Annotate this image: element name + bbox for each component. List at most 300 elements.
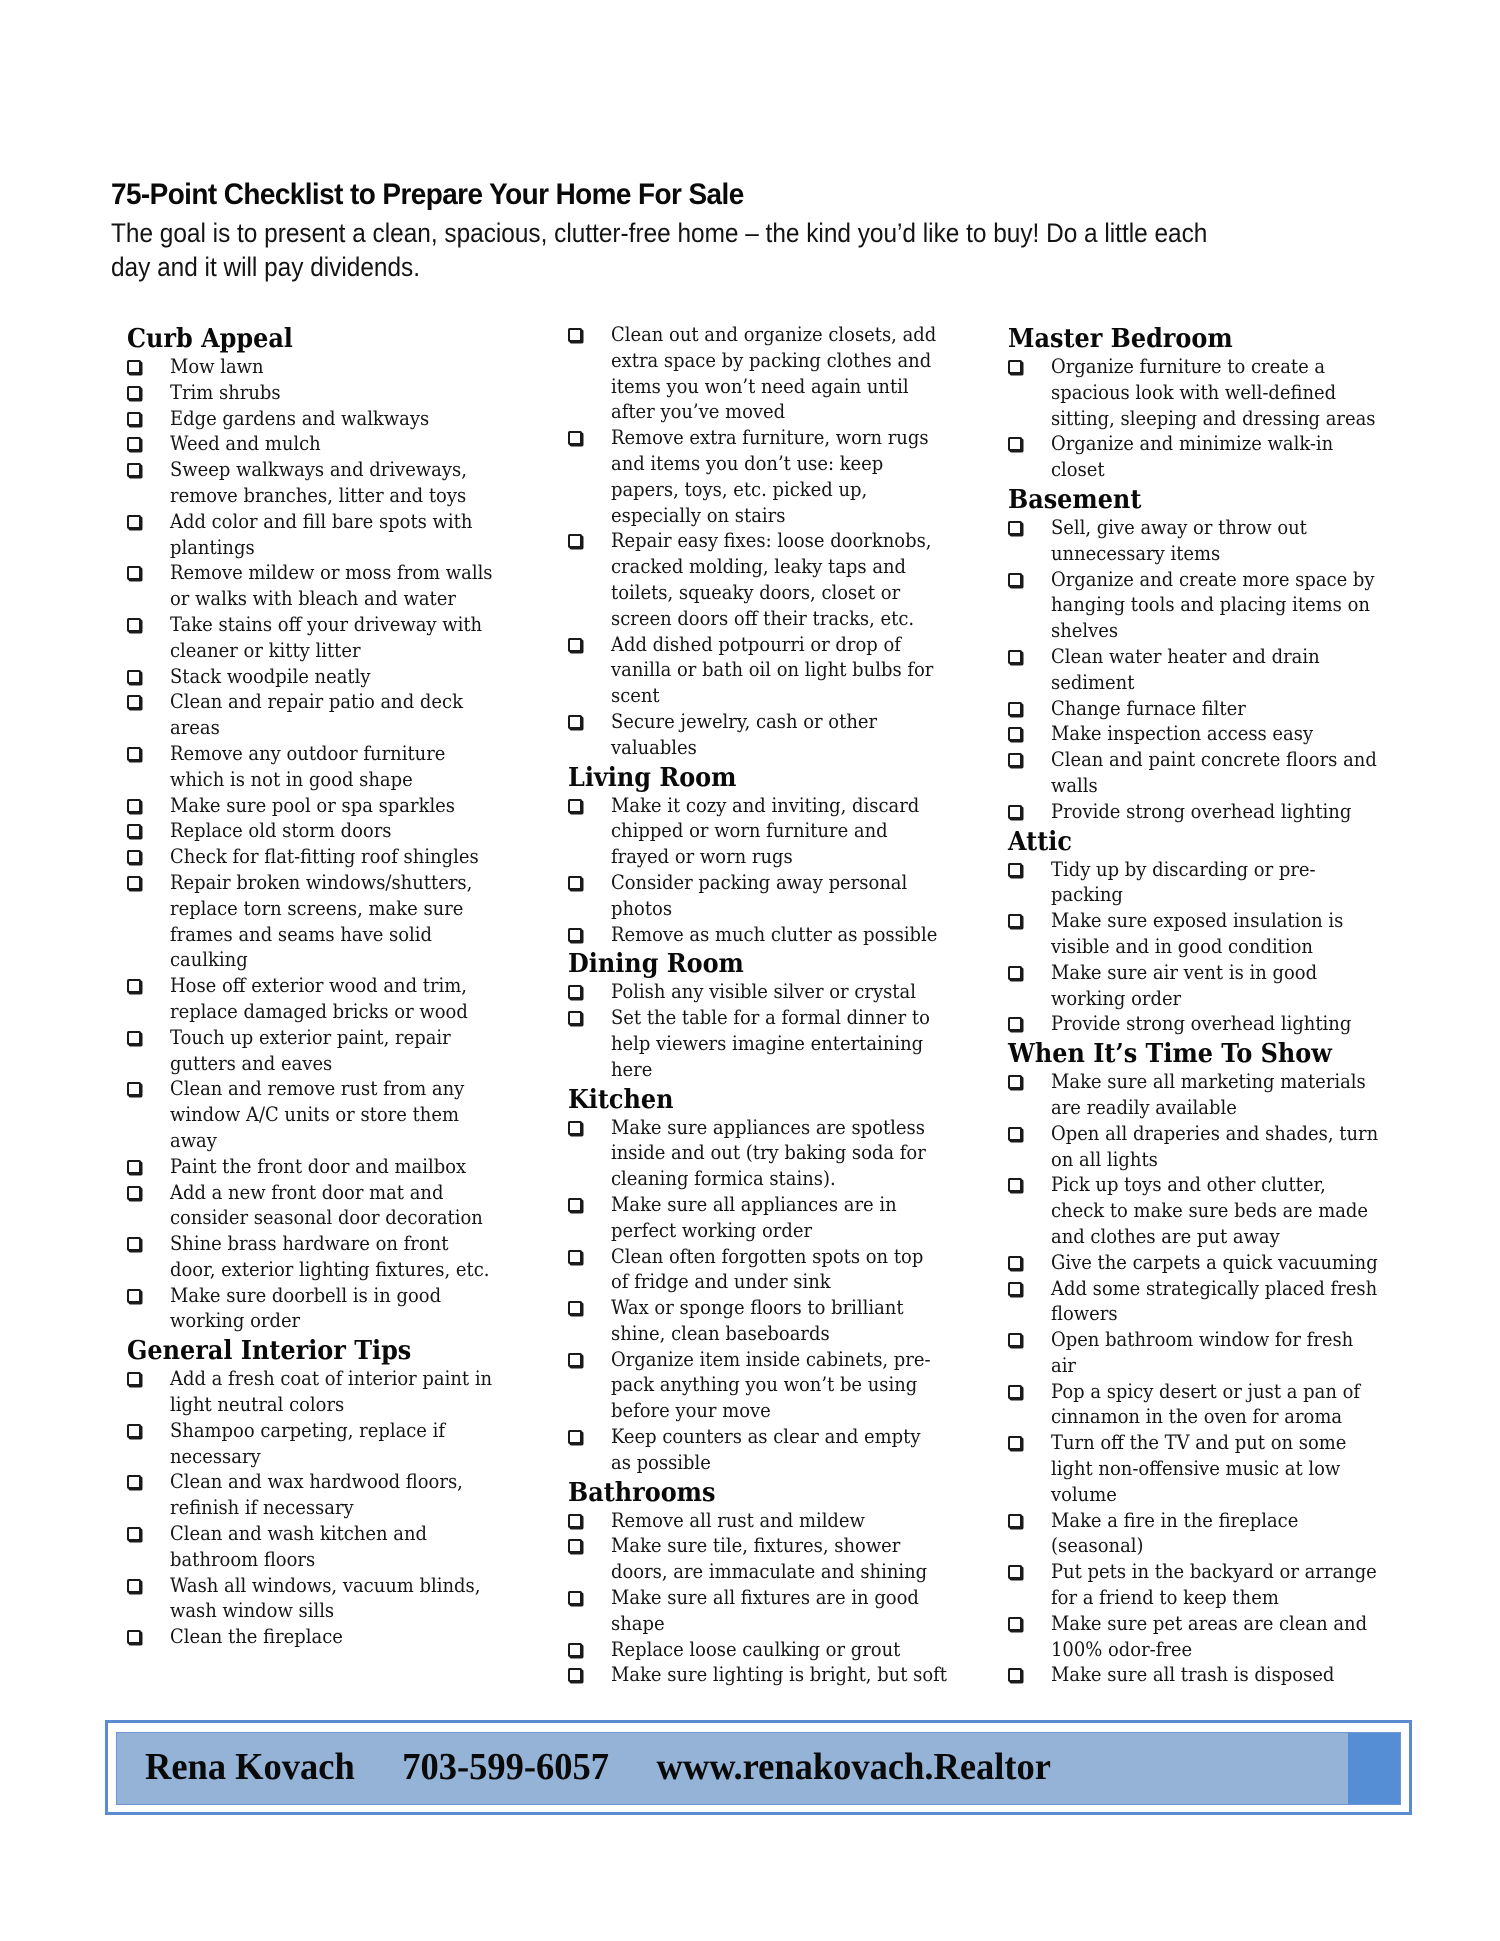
checkbox-icon[interactable] (568, 876, 582, 890)
checkbox-icon[interactable] (1008, 1565, 1022, 1579)
checklist-item[interactable] (127, 870, 547, 973)
checklist-item[interactable] (127, 1521, 547, 1573)
checkbox-icon[interactable] (127, 850, 141, 864)
checklist-item-label (611, 1115, 926, 1192)
checkbox-icon[interactable] (1008, 1385, 1022, 1399)
checklist-item-line: 100% odor-free (1051, 1637, 1193, 1661)
checklist-item-label (1051, 799, 1351, 825)
checkbox-icon[interactable] (568, 1011, 582, 1025)
checklist-item-line: Pick up toys and other clutter, (1051, 1173, 1326, 1197)
checklist-item[interactable] (127, 818, 547, 844)
checkbox-icon[interactable] (568, 1539, 582, 1553)
checkbox-icon[interactable] (568, 1591, 582, 1605)
checklist-item-label (611, 709, 877, 761)
checklist-item[interactable] (1008, 1276, 1428, 1328)
checklist-item[interactable] (127, 1469, 547, 1521)
checklist-item-line: extra space by packing clothes and (611, 348, 932, 372)
section-kitchen (568, 1083, 988, 1476)
checklist-item-label (170, 973, 468, 1025)
checklist-item-line: before your move (611, 1399, 771, 1423)
section-heading: Attic (1008, 826, 1072, 857)
checklist-item-line: Touch up exterior paint, repair (170, 1025, 451, 1049)
checklist-item[interactable] (1008, 1611, 1428, 1663)
checklist-item-line: items you won’t need again until (611, 374, 909, 398)
checkbox-icon[interactable] (1008, 650, 1022, 664)
checklist-item[interactable] (1008, 696, 1428, 722)
checklist-item[interactable] (1008, 1069, 1428, 1121)
checklist-item-line: Remove mildew or moss from walls (170, 561, 493, 585)
checklist-item-label (1051, 1276, 1377, 1328)
checklist-item-line: Sell, give away or throw out (1051, 515, 1307, 539)
checklist-item[interactable] (568, 1533, 988, 1585)
checklist-item[interactable] (1008, 960, 1428, 1012)
checkbox-icon[interactable] (127, 747, 141, 761)
checklist-item[interactable] (1008, 515, 1428, 567)
checklist-item[interactable] (1008, 1662, 1428, 1688)
section-heading: Living Room (568, 762, 737, 793)
checklist-item-line: Replace old storm doors (170, 819, 392, 843)
checklist-item-line: cinnamon in the oven for aroma (1051, 1405, 1343, 1429)
checkbox-icon[interactable] (127, 386, 141, 400)
checklist-item[interactable] (127, 1418, 547, 1470)
checkbox-icon[interactable] (127, 463, 141, 477)
checkbox-icon[interactable] (127, 412, 141, 426)
section-heading: Basement (1008, 484, 1142, 515)
checkbox-icon[interactable] (1008, 1075, 1022, 1089)
checklist-item[interactable] (127, 664, 547, 690)
checkbox-icon[interactable] (127, 1160, 141, 1174)
checkbox-icon[interactable] (1008, 914, 1022, 928)
checkbox-icon[interactable] (1008, 573, 1022, 587)
agent-website-link[interactable]: www.renakovach.Realtor (656, 1746, 1051, 1788)
checklist-item-line: door, exterior lighting fixtures, etc. (170, 1257, 490, 1281)
checklist-item[interactable] (568, 1192, 988, 1244)
checklist-item-line: Organize furniture to create a (1051, 355, 1326, 378)
checklist-item-label (170, 741, 445, 793)
checklist-item[interactable] (1008, 799, 1428, 825)
checklist-item-line: Open bathroom window for fresh (1051, 1328, 1354, 1352)
checklist-item[interactable] (568, 870, 988, 922)
checklist-item-line: Make sure all marketing materials (1051, 1070, 1366, 1094)
checklist-item[interactable] (568, 322, 988, 425)
checkbox-icon[interactable] (1008, 437, 1022, 451)
checkbox-icon[interactable] (127, 670, 141, 684)
checklist-item-line: Make sure air vent is in good (1051, 960, 1318, 984)
checkbox-icon[interactable] (127, 437, 141, 451)
checklist-item-line: Add a fresh coat of interior paint in (170, 1367, 493, 1391)
checklist-item-label (611, 979, 916, 1005)
checklist-item[interactable] (1008, 908, 1428, 960)
checklist-item[interactable] (127, 793, 547, 819)
checklist-item-line: Add a new front door mat and (170, 1180, 444, 1204)
checklist-item-line: visible and in good condition (1051, 934, 1313, 958)
checkbox-icon[interactable] (568, 534, 582, 548)
checklist-item[interactable] (127, 1573, 547, 1625)
checkbox-icon[interactable] (127, 1630, 141, 1644)
checklist-item[interactable] (1008, 1121, 1428, 1173)
section-basement (1008, 483, 1428, 825)
section-continued (568, 322, 988, 761)
checklist-item-line: Stack woodpile neatly (170, 664, 371, 688)
checkbox-icon[interactable] (568, 1430, 582, 1444)
checkbox-icon[interactable] (568, 1668, 582, 1682)
checklist-item[interactable] (568, 1637, 988, 1663)
checklist-item[interactable] (1008, 857, 1428, 909)
checklist-item-line: Provide strong overhead lighting (1051, 799, 1352, 823)
checklist-item[interactable] (127, 431, 547, 457)
checklist-item[interactable] (568, 1244, 988, 1296)
checklist-item-line: Hose off exterior wood and trim, (170, 974, 468, 998)
checklist-item-line: Sweep walkways and driveways, (170, 458, 467, 482)
checklist-item-label (170, 612, 482, 664)
section-dining-room (568, 947, 988, 1082)
checklist-item[interactable] (127, 844, 547, 870)
checklist-item-label (611, 1662, 947, 1688)
checklist-item-label (611, 870, 907, 922)
checklist-item-line: Pop a spicy desert or just a pan of (1051, 1379, 1361, 1403)
checklist-item-label (611, 1585, 919, 1637)
checklist-item-line: valuables (611, 735, 697, 759)
checklist-item-line: Wash all windows, vacuum blinds, (170, 1573, 481, 1597)
checkbox-icon[interactable] (568, 985, 582, 999)
section-general-interior-tips (127, 1334, 547, 1650)
checklist-item[interactable] (127, 354, 547, 380)
contact-banner (105, 1720, 1412, 1815)
checklist-item-line: Clean and paint concrete floors and (1051, 748, 1377, 772)
checklist-item[interactable] (568, 1424, 988, 1476)
checklist-item-line: shelves (1051, 619, 1119, 643)
checklist-item-label (1051, 431, 1333, 483)
checklist-item[interactable] (568, 1508, 988, 1534)
checkbox-icon[interactable] (1008, 1668, 1022, 1682)
checklist-item-line: Make sure pool or spa sparkles (170, 793, 456, 817)
checklist-item-line: papers, toys, etc. picked up, (611, 477, 868, 501)
checklist-item-line: light neutral colors (170, 1393, 345, 1417)
checkbox-icon[interactable] (1008, 1514, 1022, 1528)
checkbox-icon[interactable] (127, 515, 141, 529)
checklist-item[interactable] (127, 689, 547, 741)
checkbox-icon[interactable] (568, 799, 582, 813)
checkbox-icon[interactable] (568, 1121, 582, 1135)
checklist-item-line: Make sure appliances are spotless (611, 1115, 925, 1139)
checkbox-icon[interactable] (568, 328, 582, 342)
checklist-item[interactable] (568, 1115, 988, 1192)
checklist-item[interactable] (127, 1231, 547, 1283)
checkbox-icon[interactable] (1008, 702, 1022, 716)
agent-phone[interactable]: 703-599-6057 (402, 1746, 609, 1788)
checklist-item-line: Repair broken windows/shutters, (170, 870, 473, 894)
checklist-item-label (611, 1508, 865, 1534)
checkbox-icon[interactable] (127, 1186, 141, 1200)
checklist-item[interactable] (568, 1005, 988, 1082)
checklist-item-line: Clean and wash kitchen and (170, 1522, 428, 1546)
checklist-item-line: scent (611, 684, 660, 708)
checklist-item-line: caulking (170, 948, 248, 972)
checkbox-icon[interactable] (127, 1082, 141, 1096)
checklist-item[interactable] (1008, 1327, 1428, 1379)
checklist-item-line: shine, clean baseboards (611, 1321, 830, 1345)
checklist-item-line: Trim shrubs (170, 380, 281, 404)
checklist-item-line: Provide strong overhead lighting (1051, 1012, 1352, 1036)
checklist-item[interactable] (127, 1283, 547, 1335)
checklist-item-line: Make sure pet areas are clean and (1051, 1611, 1368, 1635)
checklist-item-line: Edge gardens and walkways (170, 406, 430, 430)
checklist-item-line: Make sure tile, fixtures, shower (611, 1534, 901, 1558)
checkbox-icon[interactable] (127, 1475, 141, 1489)
checklist-item[interactable] (568, 709, 988, 761)
checkbox-icon[interactable] (1008, 1127, 1022, 1141)
checklist-item-line: spacious look with well-defined (1051, 380, 1337, 404)
checkbox-icon[interactable] (127, 695, 141, 709)
checklist-item-label (170, 689, 463, 741)
checklist-item-line: unnecessary items (1051, 541, 1221, 565)
checkbox-icon[interactable] (568, 715, 582, 729)
checklist-item[interactable] (568, 528, 988, 631)
checkbox-icon[interactable] (127, 1527, 141, 1541)
checklist-item-line: Open all draperies and shades, turn (1051, 1121, 1379, 1145)
checklist-item-label (170, 870, 472, 973)
intro-text (111, 216, 1325, 284)
checklist-item-label (611, 425, 929, 528)
checkbox-icon[interactable] (1008, 360, 1022, 374)
checklist-item[interactable] (127, 509, 547, 561)
checklist-item-line: frames and seams have solid (170, 922, 432, 946)
checkbox-icon[interactable] (1008, 1017, 1022, 1031)
checklist-item[interactable] (127, 457, 547, 509)
checklist-item-line: Give the carpets a quick vacuuming (1051, 1250, 1378, 1274)
section-heading: Curb Appeal (127, 324, 293, 354)
checklist-item-line: on all lights (1051, 1147, 1158, 1171)
checklist-item[interactable] (1008, 1508, 1428, 1560)
checkbox-icon[interactable] (1008, 521, 1022, 535)
checklist-item-line: bathroom floors (170, 1547, 316, 1571)
checklist-item-line: Put pets in the backyard or arrange (1051, 1560, 1377, 1584)
section-heading: Kitchen (568, 1084, 674, 1115)
checklist-item[interactable] (127, 1624, 547, 1650)
checklist-item-label (611, 1005, 930, 1082)
checkbox-icon[interactable] (127, 979, 141, 993)
checklist-item-line: Remove any outdoor furniture (170, 741, 446, 765)
checklist-item-label (1051, 908, 1343, 960)
checklist-item[interactable] (568, 1662, 988, 1688)
checklist-item-line: cleaning formica stains). (611, 1167, 836, 1191)
checklist-item[interactable] (568, 922, 988, 948)
checklist-item[interactable] (127, 612, 547, 664)
checklist-item-line: wash window sills (170, 1599, 335, 1623)
checklist-item-label (1051, 1430, 1346, 1507)
checklist-item-line: Shampoo carpeting, replace if (170, 1418, 446, 1442)
checkbox-icon[interactable] (1008, 1178, 1022, 1192)
checklist-item-line: Organize and create more space by (1051, 567, 1375, 591)
checklist-item-label (170, 818, 392, 844)
checklist-item[interactable] (1008, 1172, 1428, 1249)
checklist-item-line: gutters and eaves (170, 1051, 333, 1075)
section-curb-appeal (127, 322, 547, 1334)
checklist-item-line: help viewers imagine entertaining (611, 1031, 924, 1055)
checkbox-icon[interactable] (127, 1579, 141, 1593)
checklist-item-label (1051, 1011, 1351, 1037)
checklist-item-label (1051, 960, 1317, 1012)
checklist-item[interactable] (1008, 721, 1428, 747)
checklist-item-line: Clean water heater and drain (1051, 644, 1320, 668)
checklist-item-label (611, 1637, 900, 1663)
checklist-column-right (1008, 322, 1428, 1688)
checkbox-icon[interactable] (568, 1514, 582, 1528)
checklist-item[interactable] (1008, 1559, 1428, 1611)
section-heading: Bathrooms (568, 1477, 716, 1508)
checklist-item-label (1051, 354, 1375, 431)
checklist-item-line: Polish any visible silver or crystal (611, 980, 916, 1004)
checklist-item[interactable] (1008, 567, 1428, 644)
checkbox-icon[interactable] (127, 1031, 141, 1045)
checkbox-icon[interactable] (127, 876, 141, 890)
checklist-item[interactable] (127, 741, 547, 793)
checklist-item-line: Shine brass hardware on front (170, 1232, 449, 1256)
checklist-item-label (1051, 1250, 1378, 1276)
checkbox-icon[interactable] (568, 928, 582, 942)
checkbox-icon[interactable] (127, 1424, 141, 1438)
checklist-item-label (1051, 721, 1313, 747)
checklist-item[interactable] (127, 973, 547, 1025)
checklist-item[interactable] (1008, 431, 1428, 483)
checklist-item-label (611, 528, 931, 631)
checklist-item[interactable] (568, 425, 988, 528)
checkbox-icon[interactable] (568, 1643, 582, 1657)
checklist-item-label (170, 1154, 466, 1180)
checkbox-icon[interactable] (1008, 1617, 1022, 1631)
checklist-item[interactable] (1008, 1379, 1428, 1431)
checklist-item-line: Organize item inside cabinets, pre- (611, 1347, 931, 1371)
checklist-item-line: Consider packing away personal (611, 870, 908, 894)
section-master-bedroom (1008, 322, 1428, 483)
checklist-item-line: Make sure all trash is disposed (1051, 1663, 1335, 1687)
checklist-item-line: as possible (611, 1450, 711, 1474)
checkbox-icon[interactable] (127, 1289, 141, 1303)
checklist-item[interactable] (1008, 747, 1428, 799)
checklist-item[interactable] (1008, 354, 1428, 431)
checkbox-icon[interactable] (1008, 966, 1022, 980)
checklist-item-line: Keep counters as clear and empty (611, 1425, 921, 1449)
checklist-item-label (170, 844, 479, 870)
checkbox-icon[interactable] (127, 799, 141, 813)
checklist-item[interactable] (568, 793, 988, 870)
checkbox-icon[interactable] (568, 1198, 582, 1212)
checkbox-icon[interactable] (568, 1353, 582, 1367)
checklist-item-label (170, 354, 264, 380)
checklist-item-line: pack anything you won’t be using (611, 1373, 918, 1397)
checklist-item[interactable] (127, 406, 547, 432)
checklist-item-label (170, 1283, 441, 1335)
checklist-item-line: Remove all rust and mildew (611, 1508, 865, 1532)
checklist-item[interactable] (127, 1366, 547, 1418)
checklist-column-middle (568, 322, 988, 1688)
checklist-item-line: shape (611, 1611, 665, 1635)
checklist-item-line: packing (1051, 883, 1123, 907)
checklist-item-label (170, 457, 467, 509)
checklist-item-label (611, 1244, 923, 1296)
checkbox-icon[interactable] (127, 1237, 141, 1251)
checklist-item-line: Clean and repair patio and deck (170, 690, 463, 714)
checkbox-icon[interactable] (127, 618, 141, 632)
checklist-item-label (1051, 1327, 1353, 1379)
checkbox-icon[interactable] (127, 824, 141, 838)
checklist-item[interactable] (568, 632, 988, 709)
checklist-item-line: Make sure doorbell is in good (170, 1283, 442, 1307)
checklist-item-line: doors, are immaculate and shining (611, 1560, 928, 1584)
checklist-item-label (611, 1347, 931, 1424)
checklist-item[interactable] (127, 1025, 547, 1077)
checkbox-icon[interactable] (1008, 805, 1022, 819)
checkbox-icon[interactable] (1008, 1436, 1022, 1450)
checklist-item-line: Make it cozy and inviting, discard (611, 793, 920, 817)
checkbox-icon[interactable] (568, 638, 582, 652)
intro-line: The goal is to present a clean, spacious, clutter-free home – the kind you’d like to buy! Do a little each (111, 218, 1208, 248)
checkbox-icon[interactable] (568, 1301, 582, 1315)
checklist-item-line: are readily available (1051, 1095, 1237, 1119)
checklist-item-line: Make inspection access easy (1051, 722, 1314, 746)
checklist-item-line: screen doors off their tracks, etc. (611, 606, 915, 630)
checklist-item[interactable] (1008, 644, 1428, 696)
checklist-item[interactable] (127, 380, 547, 406)
checklist-item-label (1051, 1662, 1334, 1688)
checklist-item[interactable] (568, 1585, 988, 1637)
checklist-item-label (1051, 857, 1316, 909)
checkbox-icon[interactable] (1008, 863, 1022, 877)
section-heading: Master Bedroom (1008, 324, 1233, 354)
checkbox-icon[interactable] (1008, 753, 1022, 767)
checklist-item[interactable] (127, 1076, 547, 1153)
checklist-item-line: replace torn screens, make sure (170, 896, 464, 920)
checklist-item[interactable] (127, 1180, 547, 1232)
checkbox-icon[interactable] (1008, 1256, 1022, 1270)
checkbox-icon[interactable] (568, 431, 582, 445)
checklist-item-line: cracked molding, leaky taps and (611, 555, 907, 579)
checklist-item[interactable] (1008, 1250, 1428, 1276)
checklist-item-line: check to make sure beds are made (1051, 1199, 1369, 1223)
checkbox-icon[interactable] (1008, 727, 1022, 741)
checklist-item-label (1051, 696, 1246, 722)
checklist-item[interactable] (127, 560, 547, 612)
checklist-item[interactable] (127, 1154, 547, 1180)
checklist-item-line: Check for flat-fitting roof shingles (170, 845, 479, 869)
checklist-item[interactable] (568, 979, 988, 1005)
checklist-item-label (170, 1573, 480, 1625)
section-heading: General Interior Tips (127, 1336, 412, 1367)
checklist-item-label (170, 509, 472, 561)
checkbox-icon[interactable] (568, 1250, 582, 1264)
checkbox-icon[interactable] (1008, 1333, 1022, 1347)
checklist-item[interactable] (1008, 1430, 1428, 1507)
checklist-item[interactable] (568, 1295, 988, 1347)
checklist-item-label (1051, 1121, 1378, 1173)
checklist-item-line: window A/C units or store them (170, 1103, 459, 1127)
checklist-item[interactable] (1008, 1011, 1428, 1037)
checklist-item-label (170, 793, 455, 819)
checklist-column-left (127, 322, 547, 1650)
checklist-item-line: refinish if necessary (170, 1496, 354, 1520)
checklist-item-line: Make sure all fixtures are in good (611, 1586, 919, 1610)
checklist-item-label (1051, 1559, 1377, 1611)
checklist-item-line: Add dished potpourri or drop of (611, 632, 901, 656)
checklist-item[interactable] (568, 1347, 988, 1424)
checkbox-icon[interactable] (1008, 1282, 1022, 1296)
checklist-item-label (611, 1295, 904, 1347)
checklist-item-line: Make sure lighting is bright, but soft (611, 1663, 948, 1687)
checklist-item-line: cleaner or kitty litter (170, 638, 361, 662)
checkbox-icon[interactable] (127, 1372, 141, 1386)
checkbox-icon[interactable] (127, 360, 141, 374)
checkbox-icon[interactable] (127, 566, 141, 580)
